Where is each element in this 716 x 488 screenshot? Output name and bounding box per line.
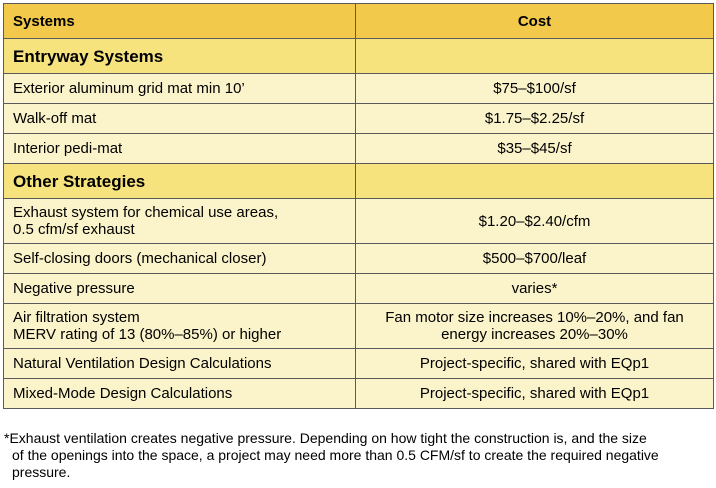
- cost-cell: [356, 304, 714, 349]
- system-line: 0.5 cfm/sf exhaust: [13, 221, 135, 238]
- section-row-other-strategies: [4, 164, 714, 199]
- table-row: [4, 244, 714, 274]
- system-cell: Natural Ventilation Design Calculations: [4, 349, 356, 379]
- cost-cell: Project-specific, shared with EQp1: [356, 349, 714, 379]
- table-row: [4, 304, 714, 349]
- table-row: [4, 349, 714, 379]
- footnote: [4, 430, 712, 481]
- section-empty-cell: [356, 39, 714, 74]
- table-row: [4, 104, 714, 134]
- footnote-line: of the openings into the space, a project may need more than 0.5 CFM/sf to create the required negative: [12, 447, 659, 463]
- system-cell: Interior pedi-mat: [4, 134, 356, 164]
- cost-cell: $75–$100/sf: [356, 74, 714, 104]
- cost-line: energy increases 20%–30%: [441, 326, 628, 343]
- cost-cell: $1.20–$2.40/cfm: [356, 199, 714, 244]
- system-cell: Walk-off mat: [4, 104, 356, 134]
- system-cell: Self-closing doors (mechanical closer): [4, 244, 356, 274]
- system-line: Air filtration system: [13, 309, 140, 326]
- footnote-line: *Exhaust ventilation creates negative pressure. Depending on how tight the construction is, and the size: [4, 430, 647, 446]
- section-title: Entryway Systems: [4, 39, 356, 74]
- system-cell: Negative pressure: [4, 274, 356, 304]
- section-title: Other Strategies: [4, 164, 356, 199]
- section-row-entryway: [4, 39, 714, 74]
- table-row: [4, 379, 714, 409]
- system-line: Exhaust system for chemical use areas,: [13, 204, 279, 221]
- system-cell: [4, 304, 356, 349]
- system-line: MERV rating of 13 (80%–85%) or higher: [13, 326, 282, 343]
- system-cell: Exterior aluminum grid mat min 10’: [4, 74, 356, 104]
- cost-cell: Project-specific, shared with EQp1: [356, 379, 714, 409]
- cost-table: [3, 3, 714, 409]
- footnote-line: pressure.: [12, 464, 71, 480]
- table-header-row: [4, 4, 714, 39]
- cost-cell: $500–$700/leaf: [356, 244, 714, 274]
- section-empty-cell: [356, 164, 714, 199]
- table-row: [4, 274, 714, 304]
- system-cell: Mixed-Mode Design Calculations: [4, 379, 356, 409]
- header-systems: Systems: [4, 4, 356, 39]
- system-cell: [4, 199, 356, 244]
- cost-cell: $35–$45/sf: [356, 134, 714, 164]
- table-row: [4, 74, 714, 104]
- table-row: [4, 134, 714, 164]
- cost-cell: varies*: [356, 274, 714, 304]
- cost-cell: $1.75–$2.25/sf: [356, 104, 714, 134]
- cost-line: Fan motor size increases 10%–20%, and fan: [385, 309, 684, 326]
- header-cost: Cost: [356, 4, 714, 39]
- table-row: [4, 199, 714, 244]
